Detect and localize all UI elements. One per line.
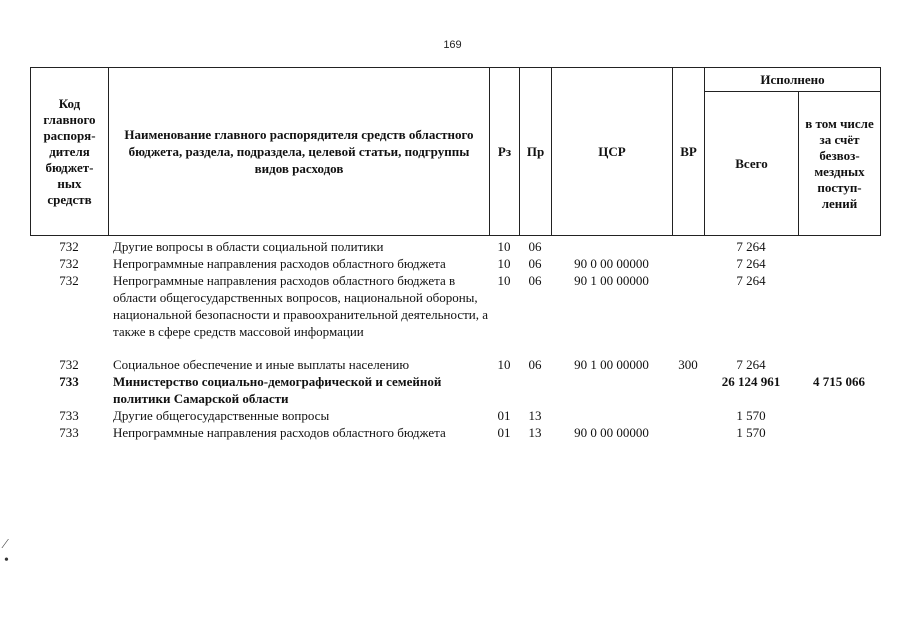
table-row xyxy=(30,373,880,407)
cell-vr xyxy=(672,424,704,441)
cell-free xyxy=(798,407,880,424)
cell-code: 732 xyxy=(59,357,79,372)
cell-total: 7 264 xyxy=(736,256,766,271)
cell-rz: 10 xyxy=(497,357,511,372)
header-vr: ВР xyxy=(673,68,705,236)
header-name: Наименование главного распорядителя средств областного бюджета, раздела, подраздела, целевой статьи, подгруппы видов расходов xyxy=(109,68,490,236)
cell-csr xyxy=(551,407,672,424)
table-body xyxy=(30,236,880,441)
cell-csr xyxy=(551,373,672,407)
cell-vr xyxy=(672,373,704,407)
cell-rz: 10 xyxy=(497,273,511,288)
cell-pr: 06 xyxy=(528,273,542,288)
cell-free xyxy=(798,356,880,373)
table-row xyxy=(30,407,880,424)
header-total: Всего xyxy=(705,92,799,236)
page-number: 169 xyxy=(443,39,462,51)
cell-csr: 90 1 00 00000 xyxy=(574,357,649,372)
cell-total: 1 570 xyxy=(736,425,766,440)
table-row xyxy=(30,356,880,373)
margin-mark: ⁄ • xyxy=(4,537,9,568)
cell-total: 1 570 xyxy=(736,408,766,423)
cell-code: 732 xyxy=(59,239,79,254)
header-pr: Пр xyxy=(520,68,552,236)
cell-name: Социальное обеспечение и иные выплаты населению xyxy=(113,357,410,372)
cell-code: 733 xyxy=(59,374,79,389)
header-executed: Исполнено xyxy=(705,68,881,92)
cell-name: Другие вопросы в области социальной политики xyxy=(113,239,384,254)
cell-rz: 01 xyxy=(497,408,511,423)
table-row xyxy=(30,424,880,441)
cell-code: 732 xyxy=(59,256,79,271)
cell-rz: 10 xyxy=(497,256,511,271)
cell-code: 733 xyxy=(59,425,79,440)
cell-name: Непрограммные направления расходов областного бюджета xyxy=(113,425,446,440)
cell-pr: 06 xyxy=(528,357,542,372)
cell-name: Министерство социально-демографической и семейной политики Самарской области xyxy=(113,374,442,406)
table-header xyxy=(30,67,881,236)
cell-name: Другие общегосударственные вопросы xyxy=(113,408,330,423)
cell-vr xyxy=(672,272,704,356)
cell-vr xyxy=(672,407,704,424)
header-code: Код главного распоря-дителя бюджет-ных средств xyxy=(31,68,109,236)
cell-free xyxy=(798,236,880,255)
cell-vr: 300 xyxy=(678,357,698,372)
cell-csr: 90 0 00 00000 xyxy=(574,425,649,440)
cell-free: 4 715 066 xyxy=(813,374,865,389)
cell-pr: 06 xyxy=(528,239,542,254)
header-csr: ЦСР xyxy=(552,68,673,236)
cell-free xyxy=(798,255,880,272)
cell-csr: 90 0 00 00000 xyxy=(574,256,649,271)
cell-pr: 13 xyxy=(528,408,542,423)
cell-rz: 10 xyxy=(497,239,511,254)
cell-csr xyxy=(551,236,672,255)
table-row xyxy=(30,272,880,356)
cell-pr: 13 xyxy=(528,425,542,440)
cell-total: 26 124 961 xyxy=(721,374,781,389)
cell-csr: 90 1 00 00000 xyxy=(574,273,649,288)
cell-pr: 06 xyxy=(528,256,542,271)
cell-vr xyxy=(672,255,704,272)
cell-rz: 01 xyxy=(497,425,511,440)
header-free: в том числе за счёт безвоз-мездных поступ-лений xyxy=(799,92,881,236)
cell-free xyxy=(798,424,880,441)
cell-code: 732 xyxy=(59,273,79,288)
cell-total: 7 264 xyxy=(736,357,766,372)
cell-total: 7 264 xyxy=(736,239,766,254)
cell-free xyxy=(798,272,880,356)
cell-pr xyxy=(519,373,551,407)
cell-code: 733 xyxy=(59,408,79,423)
cell-total: 7 264 xyxy=(736,273,766,288)
table-row xyxy=(30,255,880,272)
header-rz: Рз xyxy=(490,68,520,236)
cell-name: Непрограммные направления расходов областного бюджета в области общегосударственных вопросов, национальной обороны, национальной безопасности и правоохранительной деятельности, а также в сфере средств массовой информации xyxy=(113,273,488,339)
cell-name: Непрограммные направления расходов областного бюджета xyxy=(113,256,446,271)
cell-rz xyxy=(489,373,519,407)
table-row xyxy=(30,236,880,255)
cell-vr xyxy=(672,236,704,255)
